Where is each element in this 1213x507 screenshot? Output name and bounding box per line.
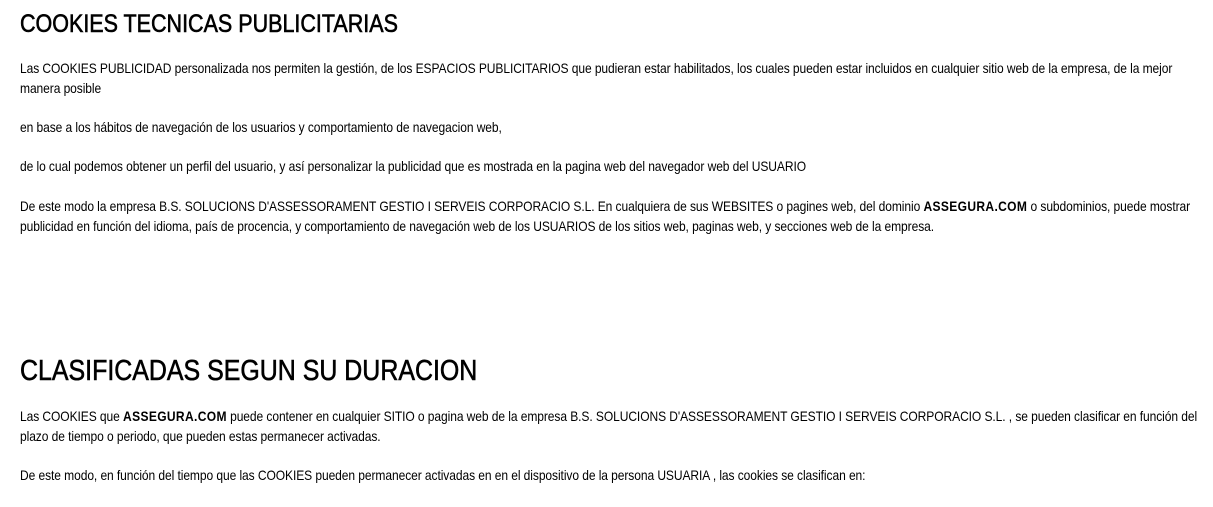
paragraph-clasificacion-tiempo: De este modo, en función del tiempo que las COOKIES pueden permanecer activadas en en el dispositivo de la persona USUARIA , las cookies se clasifican en: — [20, 467, 866, 483]
paragraph-perfil-usuario: de lo cual podemos obtener un perfil del usuario, y así personalizar la publicidad que es mostrada en la pagina web del navegador web del USUARIO — [20, 158, 806, 174]
paragraph-text: Las COOKIES que — [20, 408, 124, 424]
paragraph-habitos-navegacion: en base a los hábitos de navegación de los usuarios y comportamiento de navegacion web, — [20, 119, 502, 135]
section-title-cookies-tecnicas-publicitarias: COOKIES TECNICAS PUBLICITARIAS — [20, 10, 398, 38]
paragraph-text: puede contener en cualquier SITIO o pagina web de la empresa B.S. SOLUCIONS D'ASSESSORAMENT GESTIO I SERVEIS CORPORACIO S.L. , se pueden clasificar en función del plazo de tiempo o periodo, que pueden estas permanecer activadas. — [20, 408, 1198, 444]
paragraph-text: o subdominios, puede mostrar publicidad en función del idioma, país de procencia, y comportamiento de navegación web de los USUARIOS de los sitios web, paginas web, y secciones web de la empresa. — [20, 198, 1191, 234]
paragraph-empresa-dominio — [20, 196, 1198, 236]
domain-name: ASSEGURA.COM — [923, 198, 1028, 214]
domain-name: ASSEGURA.COM — [123, 408, 227, 424]
paragraph-cookies-publicidad: Las COOKIES PUBLICIDAD personalizada nos permiten la gestión, de los ESPACIOS PUBLICITARIOS que pudieran estar habilitados, los cuales pueden estar incluidos en cualquier sitio web de la empresa, de la mejor manera posible — [20, 60, 1173, 96]
paragraph-cookies-assegura — [20, 406, 1198, 446]
section-title-clasificadas-segun-duracion: CLASIFICADAS SEGUN SU DURACION — [20, 355, 478, 387]
paragraph-text: De este modo la empresa B.S. SOLUCIONS D'ASSESSORAMENT GESTIO I SERVEIS CORPORACIO S.L. En cualquiera de sus WEBSITES o pagines web, del dominio — [20, 198, 924, 214]
